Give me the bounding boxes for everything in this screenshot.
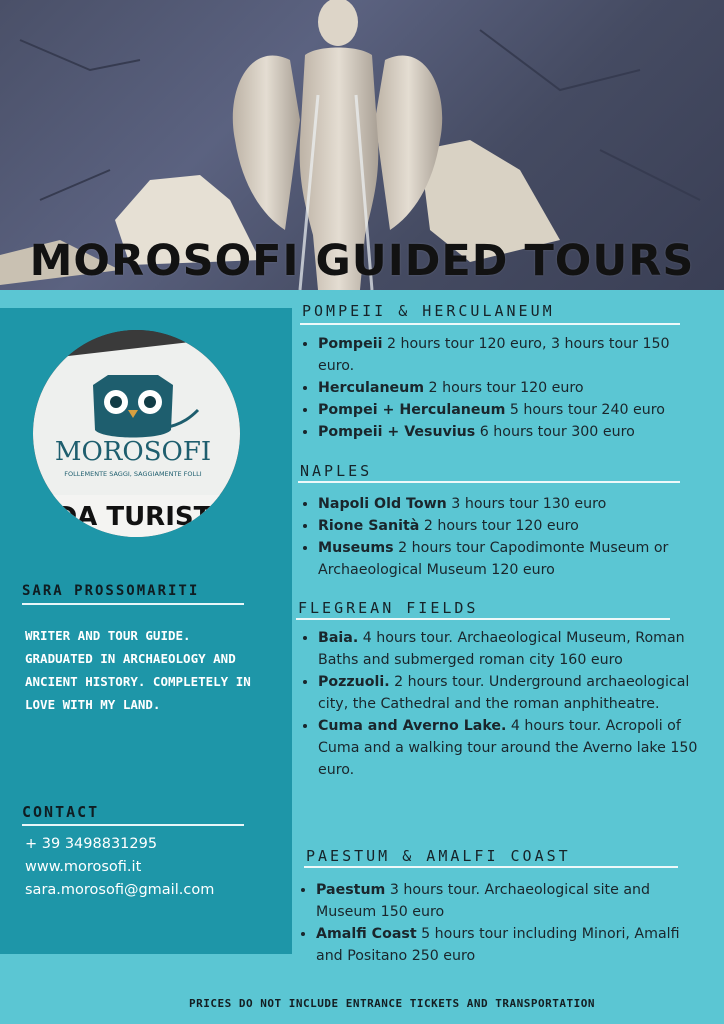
section-rule bbox=[298, 481, 680, 483]
tour-list-paestum bbox=[296, 879, 702, 967]
list-item: • Amalfi Coast 5 hours tour including Minori, Amalfi and Positano 250 euro bbox=[316, 923, 702, 967]
contact-rule bbox=[22, 824, 244, 826]
list-item: • Pompeii + Vesuvius 6 hours tour 300 euro bbox=[318, 421, 706, 443]
list-item: • Napoli Old Town 3 hours tour 130 euro bbox=[318, 493, 706, 515]
list-item: • Pompeii 2 hours tour 120 euro, 3 hours tour 150 euro. bbox=[318, 333, 706, 377]
list-item: • Pompei + Herculaneum 5 hours tour 240 euro bbox=[318, 399, 706, 421]
guide-name: SARA PROSSOMARITI bbox=[22, 583, 200, 599]
logo-tagline: FOLLEMENTE SAGGI, SAGGIAMENTE FOLLI bbox=[64, 470, 202, 478]
list-item: • Baia. 4 hours tour. Archaeological Museum, Roman Baths and submerged roman city 160 euro bbox=[318, 627, 698, 671]
guide-bio: WRITER AND TOUR GUIDE. GRADUATED IN ARCHAEOLOGY AND ANCIENT HISTORY. COMPLETELY IN LOVE WITH MY LAND. bbox=[25, 628, 251, 712]
contact-phone: + 39 3498831295 bbox=[25, 836, 158, 852]
section-heading-paestum: PAESTUM & AMALFI COAST bbox=[306, 847, 571, 865]
section-rule bbox=[304, 866, 678, 868]
guide-name-rule bbox=[22, 603, 244, 605]
footer-note: PRICES DO NOT INCLUDE ENTRANCE TICKETS AND TRANSPORTATION bbox=[189, 997, 595, 1010]
list-item: • Pozzuoli. 2 hours tour. Underground archaeological city, the Cathedral and the roman anphitheatre. bbox=[318, 671, 698, 715]
page-title: MOROSOFI GUIDED TOURS bbox=[29, 236, 695, 286]
list-item: • Museums 2 hours tour Capodimonte Museum or Archaeological Museum 120 euro bbox=[318, 537, 706, 581]
list-item: • Cuma and Averno Lake. 4 hours tour. Acropoli of Cuma and a walking tour around the Averno lake 150 euro. bbox=[318, 715, 698, 781]
section-heading-pompeii: POMPEII & HERCULANEUM bbox=[302, 302, 555, 320]
contact-heading: CONTACT bbox=[22, 803, 100, 821]
logo-brand: MOROSOFI bbox=[54, 437, 212, 467]
contact-email[interactable]: sara.morosofi@gmail.com bbox=[25, 882, 215, 898]
list-item: • Paestum 3 hours tour. Archaeological site and Museum 150 euro bbox=[316, 879, 702, 923]
section-heading-naples: NAPLES bbox=[300, 462, 373, 480]
section-rule bbox=[296, 618, 670, 620]
list-item: • Herculaneum 2 hours tour 120 euro bbox=[318, 377, 706, 399]
tour-list-naples bbox=[298, 493, 706, 581]
section-rule bbox=[300, 323, 680, 325]
sign-text: IDA TURISTIC bbox=[45, 502, 240, 532]
contact-website[interactable]: www.morosofi.it bbox=[25, 859, 142, 875]
section-heading-flegrean: FLEGREAN FIELDS bbox=[298, 599, 479, 617]
guide-photo bbox=[33, 330, 240, 537]
tour-list-pompeii bbox=[298, 333, 706, 443]
tour-list-flegrean bbox=[298, 627, 698, 781]
list-item: • Rione Sanità 2 hours tour 120 euro bbox=[318, 515, 706, 537]
